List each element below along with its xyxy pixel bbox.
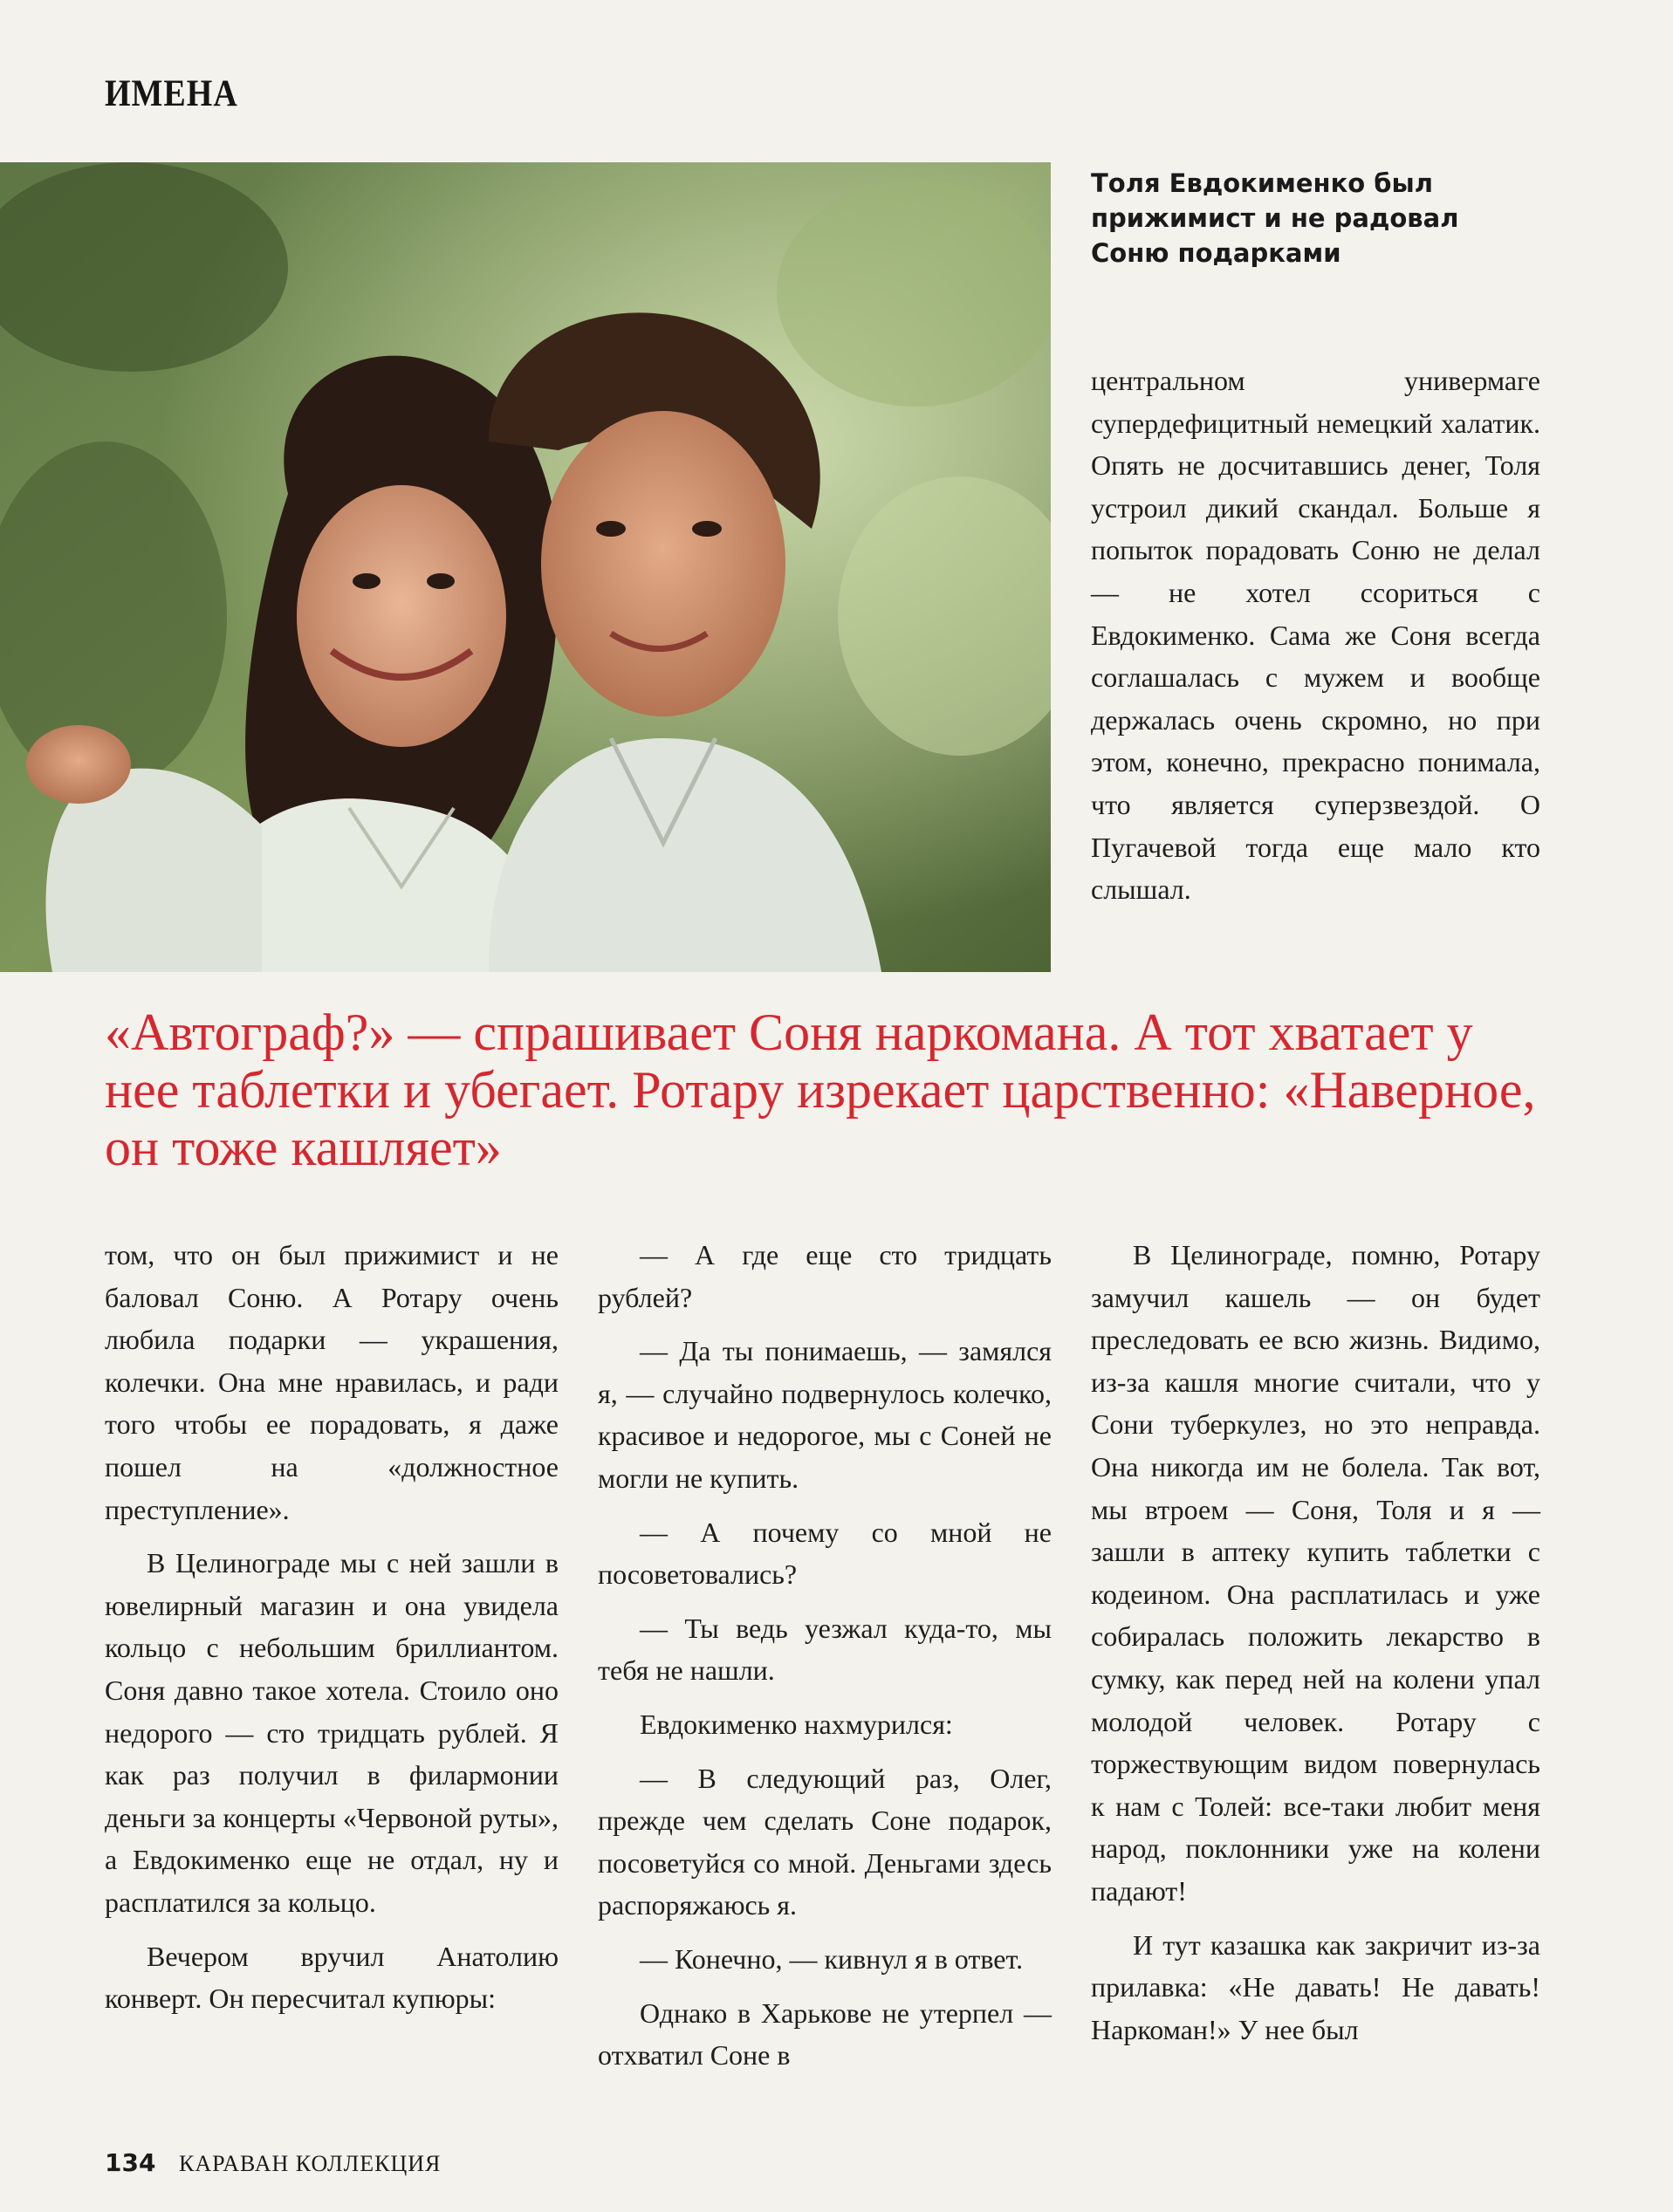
paragraph: Однако в Харькове не утерпел — отхватил Соне в xyxy=(598,1996,1052,2072)
paragraph: — В следующий раз, Олег, прежде чем сделать Соне подарок, посоветуйся со мной. Деньгами здесь распоряжаюсь я. xyxy=(598,1762,1052,1921)
pull-quote: «Автограф?» — спрашивает Соня наркомана. А тот хватает у нее таблетки и убегает. Ротару изрекает царственно: «Наверное, он тоже кашляет» xyxy=(105,1003,1536,1176)
article-column-right-top xyxy=(1091,360,1540,922)
paragraph: В Целинограде мы с ней зашли в ювелирный магазин и она увидела кольцо с небольшим бриллиантом. Соня давно такое хотела. Стоило оно недорого — сто тридцать рублей. Я как раз получил в филармонии деньги за концерты «Червоной руты», а Евдокименко еще не отдал, ну и расплатился за кольцо. xyxy=(105,1547,559,1918)
magazine-name: КАРАВАН КОЛЛЕКЦИЯ xyxy=(179,2151,442,2176)
paragraph: — А где еще сто тридцать рублей? xyxy=(598,1239,1052,1313)
article-column-left xyxy=(105,1234,559,2031)
article-column-middle xyxy=(598,1234,1052,2088)
paragraph: центральном универмаге супердефицитный немецкий халатик. Опять не досчитавшись денег, Толя устроил дикий скандал. Больше я попыток порадовать Соню не делал — не хотел ссориться с Евдокименко. Сама же Соня всегда соглашалась с мужем и вообще держалась очень скромно, но при этом, конечно, прекрасно понимала, что является суперзвездой. О Пугачевой тогда еще мало кто слышал. xyxy=(1091,365,1540,906)
paragraph: Евдокименко нахмурился: xyxy=(640,1708,953,1740)
photo-caption: Толя Евдокименко был прижимист и не радовал Соню подарками xyxy=(1091,168,1459,268)
paragraph: Вечером вручил Анатолию конверт. Он пересчитал купюры: xyxy=(105,1940,559,2015)
photo-couple-illustration xyxy=(0,162,1051,972)
paragraph: — Ты ведь уезжал куда-то, мы тебя не нашли. xyxy=(598,1612,1052,1687)
paragraph: И тут казашка как закричит из-за прилавка: «Не давать! Не давать! Наркоман!» У нее был xyxy=(1091,1928,1540,2045)
article-photo xyxy=(0,162,1051,972)
paragraph: — Да ты понимаешь, — замялся я, — случайно подвернулось колечко, красивое и недорогое, мы с Соней не могли не купить. xyxy=(598,1335,1052,1494)
paragraph: том, что он был прижимист и не баловал Соню. А Ротару очень любила подарки — украшения, колечки. Она мне нравилась, и ради того чтобы ее порадовать, я даже пошел на «должностное преступление». xyxy=(105,1239,559,1525)
section-label: ИМЕНА xyxy=(105,72,238,115)
page-number: 134 xyxy=(105,2148,156,2177)
article-column-right xyxy=(1091,1234,1540,2062)
paragraph: — А почему со мной не посоветовались? xyxy=(598,1516,1052,1591)
paragraph: В Целинограде, помню, Ротару замучил кашель — он будет преследовать ее всю жизнь. Видимо, из-за кашля многие считали, что у Сони туберкулез, но это неправда. Она никогда им не болела. Так вот, мы втроем — Соня, Толя и я — зашли в аптеку купить таблетки с кодеином. Она расплатилась и уже собиралась положить лекарство в сумку, как перед ней на колени упал молодой человек. Ротару с торжествующим видом повернулась к нам с Толей: все-таки любит меня народ, поклонники уже на колени падают! xyxy=(1091,1239,1540,1907)
paragraph: — Конечно, — кивнул я в ответ. xyxy=(640,1942,1024,1975)
